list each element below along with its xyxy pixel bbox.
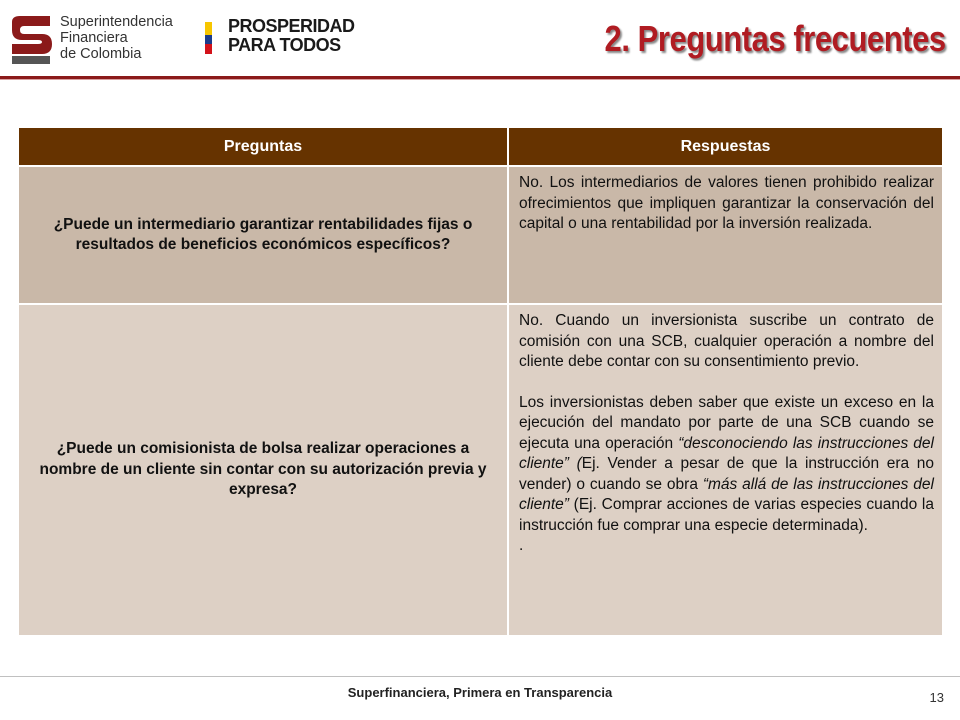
answer-text: (Ej. Comprar acciones de varias especies cuando la instrucción fue comprar una especie determinada).	[519, 496, 934, 534]
answer-italic-quote: “desconociendo las instrucciones del cliente” (	[519, 434, 934, 472]
question-cell: ¿Puede un intermediario garantizar rentabilidades fijas o resultados de beneficios económicos específicos?	[19, 166, 508, 304]
campaign-line-1: PROSPERIDAD	[228, 16, 355, 36]
table-row	[19, 304, 942, 635]
faq-table-header	[19, 128, 942, 166]
footer-divider	[0, 676, 960, 677]
logo-line-1: Superintendencia	[60, 14, 173, 30]
superfinanciera-logo-text	[60, 14, 173, 62]
column-header-questions: Preguntas	[19, 128, 508, 166]
column-header-answers: Respuestas	[508, 128, 942, 166]
answer-text: Ej. Vender a pesar de que la instrucción era no vender) o cuando se obra	[519, 455, 934, 493]
header-divider-light	[0, 79, 960, 80]
faq-table	[19, 128, 942, 635]
answer-paragraph: No. Cuando un inversionista suscribe un contrato de comisión con una SCB, cualquier operación a nombre del cliente debe contar con su consentimiento previo.	[519, 312, 934, 370]
answer-cell	[508, 166, 942, 304]
campaign-line-2: PARA TODOS	[228, 35, 341, 55]
answer-paragraph	[519, 393, 934, 537]
answer-text: Los inversionistas deben saber que existe un exceso en la ejecución del mandato por parte de una SCB cuando se ejecuta una operación	[519, 393, 934, 452]
prosperidad-logo-text	[228, 17, 355, 55]
answer-paragraph: No. Los intermediarios de valores tienen prohibido realizar ofrecimientos que impliquen garantizar la conservación del capital o una rentabilidad por la inversión realizada.	[519, 174, 934, 232]
header	[0, 0, 960, 80]
footer-slogan: Superfinanciera, Primera en Transparencia	[347, 685, 613, 700]
question-cell: ¿Puede un comisionista de bolsa realizar operaciones a nombre de un cliente sin contar con su autorización previa y expresa?	[19, 304, 508, 635]
page-number: 13	[929, 690, 944, 705]
answer-italic-quote: “más allá de las instrucciones del cliente”	[519, 475, 934, 513]
answer-trailing-dot: .	[519, 537, 524, 554]
table-row	[19, 166, 942, 304]
logo-line-3: de Colombia	[60, 46, 142, 62]
answer-cell	[508, 304, 942, 635]
logo-line-2: Financiera	[60, 30, 128, 46]
page-title: 2. Preguntas frecuentes	[604, 18, 946, 59]
